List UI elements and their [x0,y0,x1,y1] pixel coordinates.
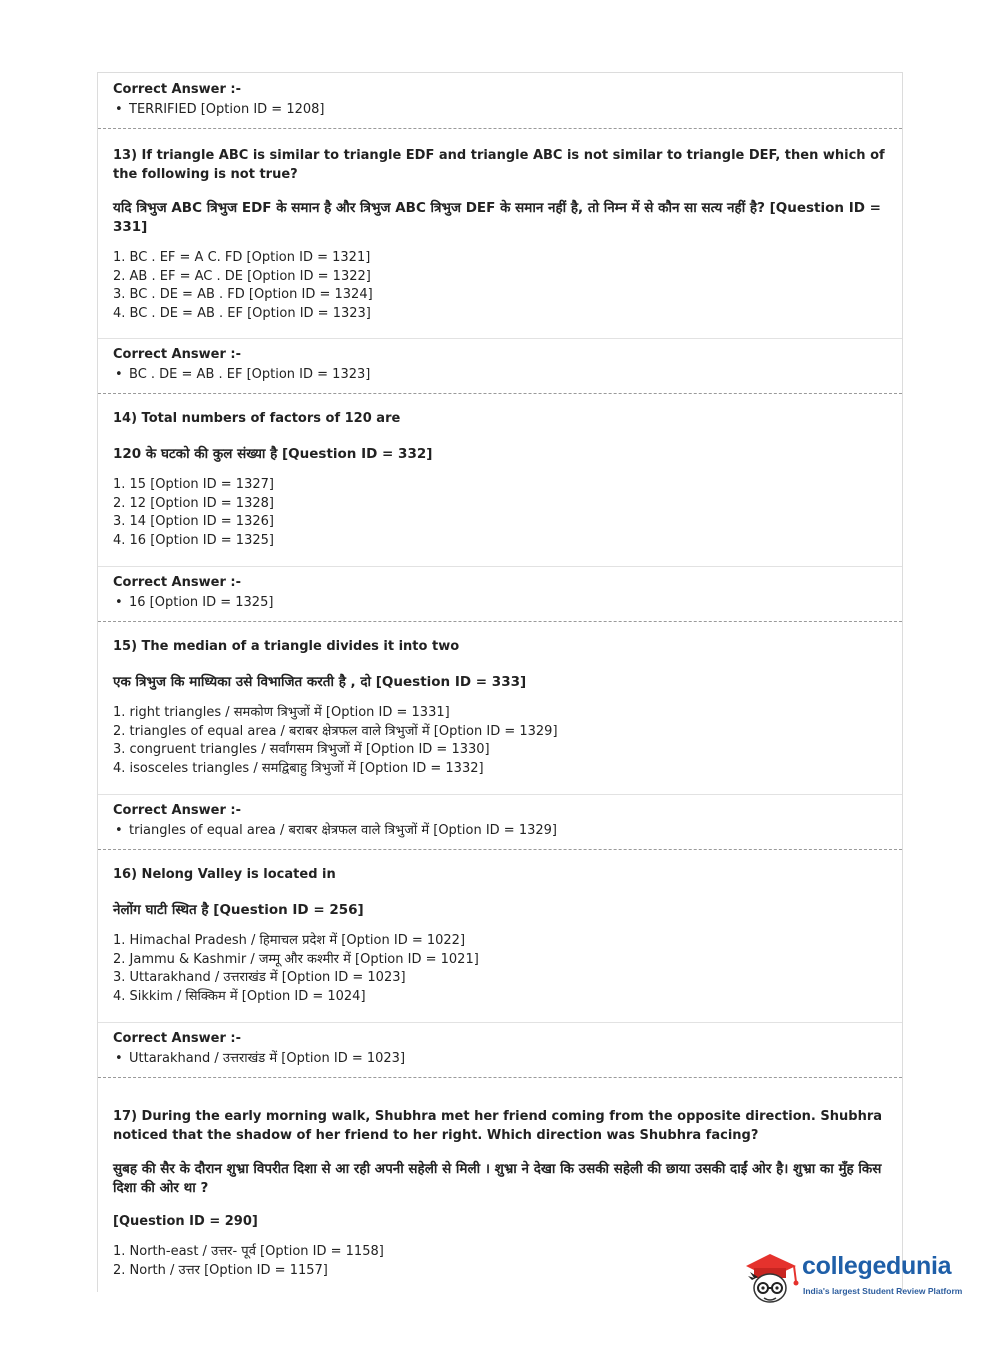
logo-tagline: India's largest Student Review Platform [803,1286,963,1296]
option-list [113,476,887,550]
option-item: 2. triangles of equal area / बराबर क्षेत्रफल वाले त्रिभुजों में [Option ID = 1329] [113,723,558,739]
answer-block-13 [98,339,902,394]
collegedunia-logo [740,1248,975,1308]
option-item: 3. 14 [Option ID = 1326] [113,514,274,529]
correct-answer-value: • BC . DE = AB . EF [Option ID = 1323] [113,365,887,385]
question-title: 14) Total numbers of factors of 120 are [113,411,401,426]
question-hindi: 120 के घटको की कुल संख्या है [Question ID = 332] [113,446,433,462]
option-item: 1. North-east / उत्तर- पूर्व [Option ID = 1158] [113,1244,384,1259]
option-list [113,249,887,323]
question-title: 16) Nelong Valley is located in [113,867,336,882]
question-id: [Question ID = 290] [113,1214,258,1229]
option-item: 4. BC . DE = AB . EF [Option ID = 1323] [113,305,371,321]
question-hindi: सुबह की सैर के दौरान शुभ्रा विपरीत दिशा से आ रही अपनी सहेली से मिली । शुभ्रा ने देखा कि उसकी सहेली की छाया उसकी दाईं ओर है। शुभ्रा का मुँह किस दिशा की ओर था ? [113,1161,882,1196]
answer-block-16 [98,1023,902,1078]
option-item: 3. BC . DE = AB . FD [Option ID = 1324] [113,287,373,302]
option-list [113,704,887,778]
student-mascot-icon [740,1248,802,1308]
option-item: 2. AB . EF = AC . DE [Option ID = 1322] [113,268,371,284]
correct-answer-label: Correct Answer :- [113,803,241,818]
question-title: 15) The median of a triangle divides it into two [113,639,460,654]
option-item: 4. Sikkim / सिक्किम में [Option ID = 1024] [113,988,366,1004]
correct-answer-label: Correct Answer :- [113,1031,241,1046]
option-item: 4. 16 [Option ID = 1325] [113,532,274,548]
answer-block-12 [98,73,902,129]
correct-answer-label: Correct Answer :- [113,575,241,590]
answer-block-15 [98,795,902,850]
question-hindi: नेलोंग घाटी स्थित है [Question ID = 256] [113,902,364,918]
correct-answer-value: • 16 [Option ID = 1325] [113,593,887,613]
question-title: 17) During the early morning walk, Shubhra met her friend coming from the opposite direction. Shubhra noticed that the shadow of her friend to her right. Which direction was Shubhra facing? [113,1109,883,1143]
correct-answer-value: • TERRIFIED [Option ID = 1208] [113,100,887,120]
correct-answer-value: • triangles of equal area / बराबर क्षेत्रफल वाले त्रिभुजों में [Option ID = 1329] [113,821,887,841]
option-item: 2. 12 [Option ID = 1328] [113,495,274,511]
question-block-15 [98,622,902,795]
option-item: 4. isosceles triangles / समद्विबाहु त्रिभुजों में [Option ID = 1332] [113,760,484,776]
answer-block-14 [98,567,902,622]
logo-wordmark: collegedunia [802,1252,952,1280]
correct-answer-value: • Uttarakhand / उत्तराखंड में [Option ID = 1023] [113,1049,887,1069]
correct-answer-label: Correct Answer :- [113,347,241,362]
option-item: 1. right triangles / समकोण त्रिभुजों में [Option ID = 1331] [113,705,450,720]
option-item: 2. North / उत्तर [Option ID = 1157] [113,1262,328,1278]
option-item: 1. BC . EF = A C. FD [Option ID = 1321] [113,250,371,265]
question-block-14 [98,394,902,567]
question-hindi: यदि त्रिभुज ABC त्रिभुज EDF के समान है और त्रिभुज ABC त्रिभुज DEF के समान नहीं है, तो निम्न में से कौन सा सत्य नहीं है? [Question ID = 331] [113,200,881,235]
document-page [97,72,903,1292]
question-block-16 [98,850,902,1023]
option-list [113,932,887,1006]
question-title: 13) If triangle ABC is similar to triangle EDF and triangle ABC is not similar to triangle DEF, then which of the following is not true? [113,148,885,182]
option-item: 3. Uttarakhand / उत्तराखंड में [Option ID = 1023] [113,970,406,985]
option-item: 1. 15 [Option ID = 1327] [113,477,274,492]
option-item: 2. Jammu & Kashmir / जम्मू और कश्मीर में [Option ID = 1021] [113,951,479,967]
question-hindi: एक त्रिभुज कि माध्यिका उसे विभाजित करती है , दो [Question ID = 333] [113,674,527,690]
option-item: 1. Himachal Pradesh / हिमाचल प्रदेश में [Option ID = 1022] [113,933,466,948]
option-item: 3. congruent triangles / सर्वांगसम त्रिभुजों में [Option ID = 1330] [113,742,490,757]
question-block-13 [98,129,902,339]
correct-answer-label: Correct Answer :- [113,82,241,97]
